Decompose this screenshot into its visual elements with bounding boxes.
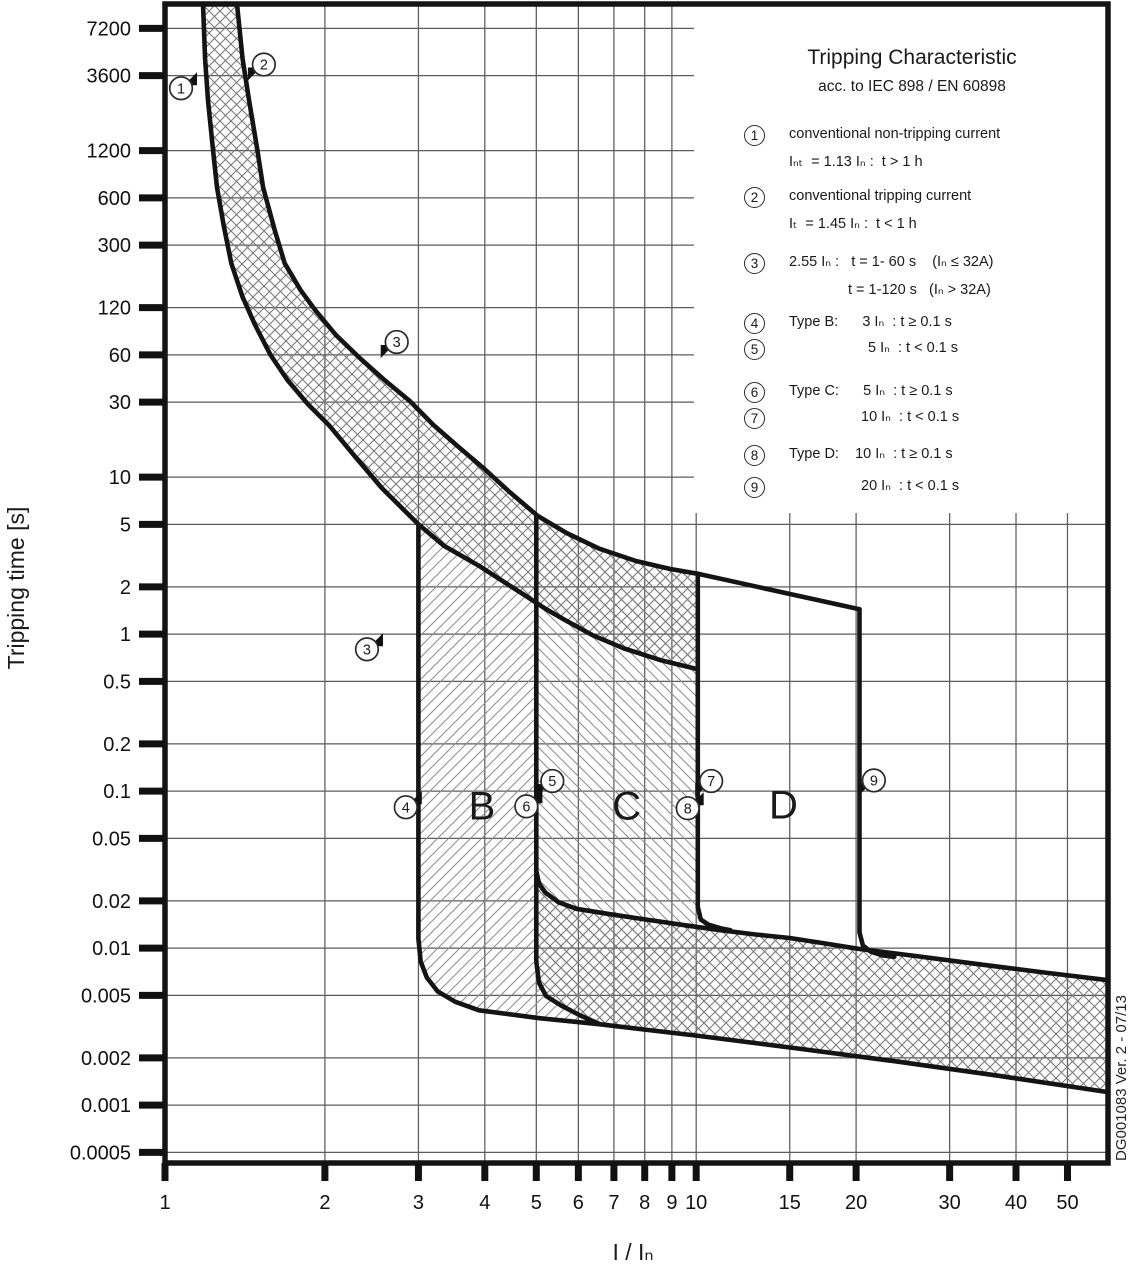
- y-tick-label: 1200: [86, 140, 131, 163]
- legend-item-text: Type C: 5 Iₙ : t ≥ 0.1 s: [789, 383, 953, 399]
- legend-item-text: Type B: 3 Iₙ : t ≥ 0.1 s: [789, 314, 952, 330]
- legend-item-text: Type D: 10 Iₙ : t ≥ 0.1 s: [789, 446, 953, 462]
- legend-item-number: 6: [744, 382, 765, 403]
- marker-number: 8: [683, 801, 692, 818]
- marker-number: 3: [362, 642, 372, 659]
- x-tick-label: 1: [159, 1192, 171, 1214]
- y-tick-label: 0.2: [103, 733, 131, 756]
- y-tick-label: 0.05: [92, 828, 131, 851]
- y-tick-label: 0.01: [92, 938, 131, 961]
- x-tick-label: 10: [685, 1192, 708, 1214]
- y-tick-label: 0.5: [103, 671, 131, 694]
- x-axis-title: I / Iₙ: [612, 1239, 654, 1265]
- y-tick-label: 0.0005: [69, 1142, 131, 1165]
- y-tick-label: 0.005: [80, 985, 131, 1008]
- marker-3: [381, 331, 408, 358]
- legend-item-text: 10 Iₙ : t < 0.1 s: [861, 409, 960, 425]
- y-tick-label: 600: [97, 187, 131, 210]
- x-tick-label: 30: [938, 1192, 961, 1214]
- y-tick-label: 3600: [86, 65, 131, 88]
- legend: [740, 0, 1130, 520]
- marker-2: [248, 53, 275, 80]
- marker-number: 7: [707, 774, 716, 791]
- y-tick-label: 10: [108, 467, 131, 490]
- y-tick-label: 0.02: [92, 890, 131, 913]
- curve-type-d-upper-limit: [698, 574, 860, 609]
- y-tick-label: 300: [97, 235, 131, 258]
- region-label-b: B: [468, 784, 496, 829]
- y-tick-label: 5: [119, 514, 131, 537]
- legend-item-number: 2: [744, 187, 765, 208]
- curve-type-d-left-boundary-10In: [698, 574, 731, 930]
- region-label-d: D: [769, 783, 798, 828]
- marker-3: [356, 633, 383, 660]
- x-tick-label: 15: [778, 1192, 801, 1214]
- x-tick-label: 20: [844, 1192, 868, 1214]
- region-label-c: C: [612, 784, 642, 829]
- y-tick-label: 0.001: [80, 1095, 131, 1118]
- y-tick-label: 2: [119, 576, 131, 599]
- x-tick-label: 40: [1004, 1192, 1028, 1214]
- x-tick-label: 6: [572, 1192, 584, 1214]
- x-tick-label: 8: [639, 1192, 651, 1214]
- legend-item-number: 3: [744, 253, 765, 274]
- legend-item-text: Iₜ = 1.45 Iₙ : t < 1 h: [789, 216, 917, 232]
- y-tick-label: 0.1: [103, 781, 131, 804]
- x-tick-label: 2: [319, 1192, 331, 1214]
- marker-number: 6: [522, 799, 531, 816]
- y-tick-label: 60: [108, 344, 131, 367]
- y-axis-title: Tripping time [s]: [3, 506, 29, 670]
- legend-item-number: 1: [744, 125, 765, 146]
- legend-item-text: 20 Iₙ : t < 0.1 s: [861, 478, 960, 494]
- x-tick-label: 3: [412, 1192, 425, 1214]
- legend-subtitle: acc. to IEC 898 / EN 60898: [818, 78, 1006, 95]
- legend-item-text: conventional tripping current: [789, 188, 972, 204]
- marker-number: 3: [392, 335, 401, 352]
- legend-title: Tripping Characteristic: [807, 46, 1017, 69]
- legend-item-number: 9: [744, 477, 765, 498]
- y-tick-label: 1: [119, 624, 131, 647]
- y-tick-label: 0.002: [80, 1047, 131, 1070]
- x-tick-label: 50: [1056, 1192, 1079, 1214]
- legend-item-text: conventional non-tripping current: [789, 126, 1001, 142]
- legend-item-number: 4: [744, 313, 765, 334]
- marker-9: [858, 769, 885, 796]
- y-tick-label: 30: [108, 392, 131, 415]
- x-tick-label: 9: [666, 1192, 678, 1214]
- legend-item-text: 2.55 Iₙ : t = 1- 60 s (Iₙ ≤ 32A): [789, 254, 994, 270]
- legend-item-text: 5 Iₙ : t < 0.1 s: [868, 340, 959, 356]
- legend-item-number: 7: [744, 408, 765, 429]
- marker-number: 4: [401, 800, 410, 817]
- legend-item-number: 8: [744, 445, 765, 466]
- x-tick-label: 7: [608, 1192, 620, 1214]
- legend-item-number: 5: [744, 339, 765, 360]
- y-tick-label: 7200: [86, 18, 131, 41]
- x-tick-label: 5: [530, 1192, 542, 1214]
- legend-item-text: t = 1-120 s (Iₙ > 32A): [848, 282, 991, 298]
- y-tick-label: 120: [97, 297, 131, 320]
- marker-number: 9: [869, 773, 878, 790]
- marker-number: 2: [259, 57, 268, 74]
- document-version-note: DG001083 Ver. 2 - 07/13: [1113, 995, 1130, 1161]
- marker-number: 5: [548, 774, 557, 791]
- legend-item-text: Iₙₜ = 1.13 Iₙ : t > 1 h: [789, 154, 923, 170]
- x-tick-label: 4: [479, 1192, 491, 1214]
- marker-number: 1: [177, 81, 186, 98]
